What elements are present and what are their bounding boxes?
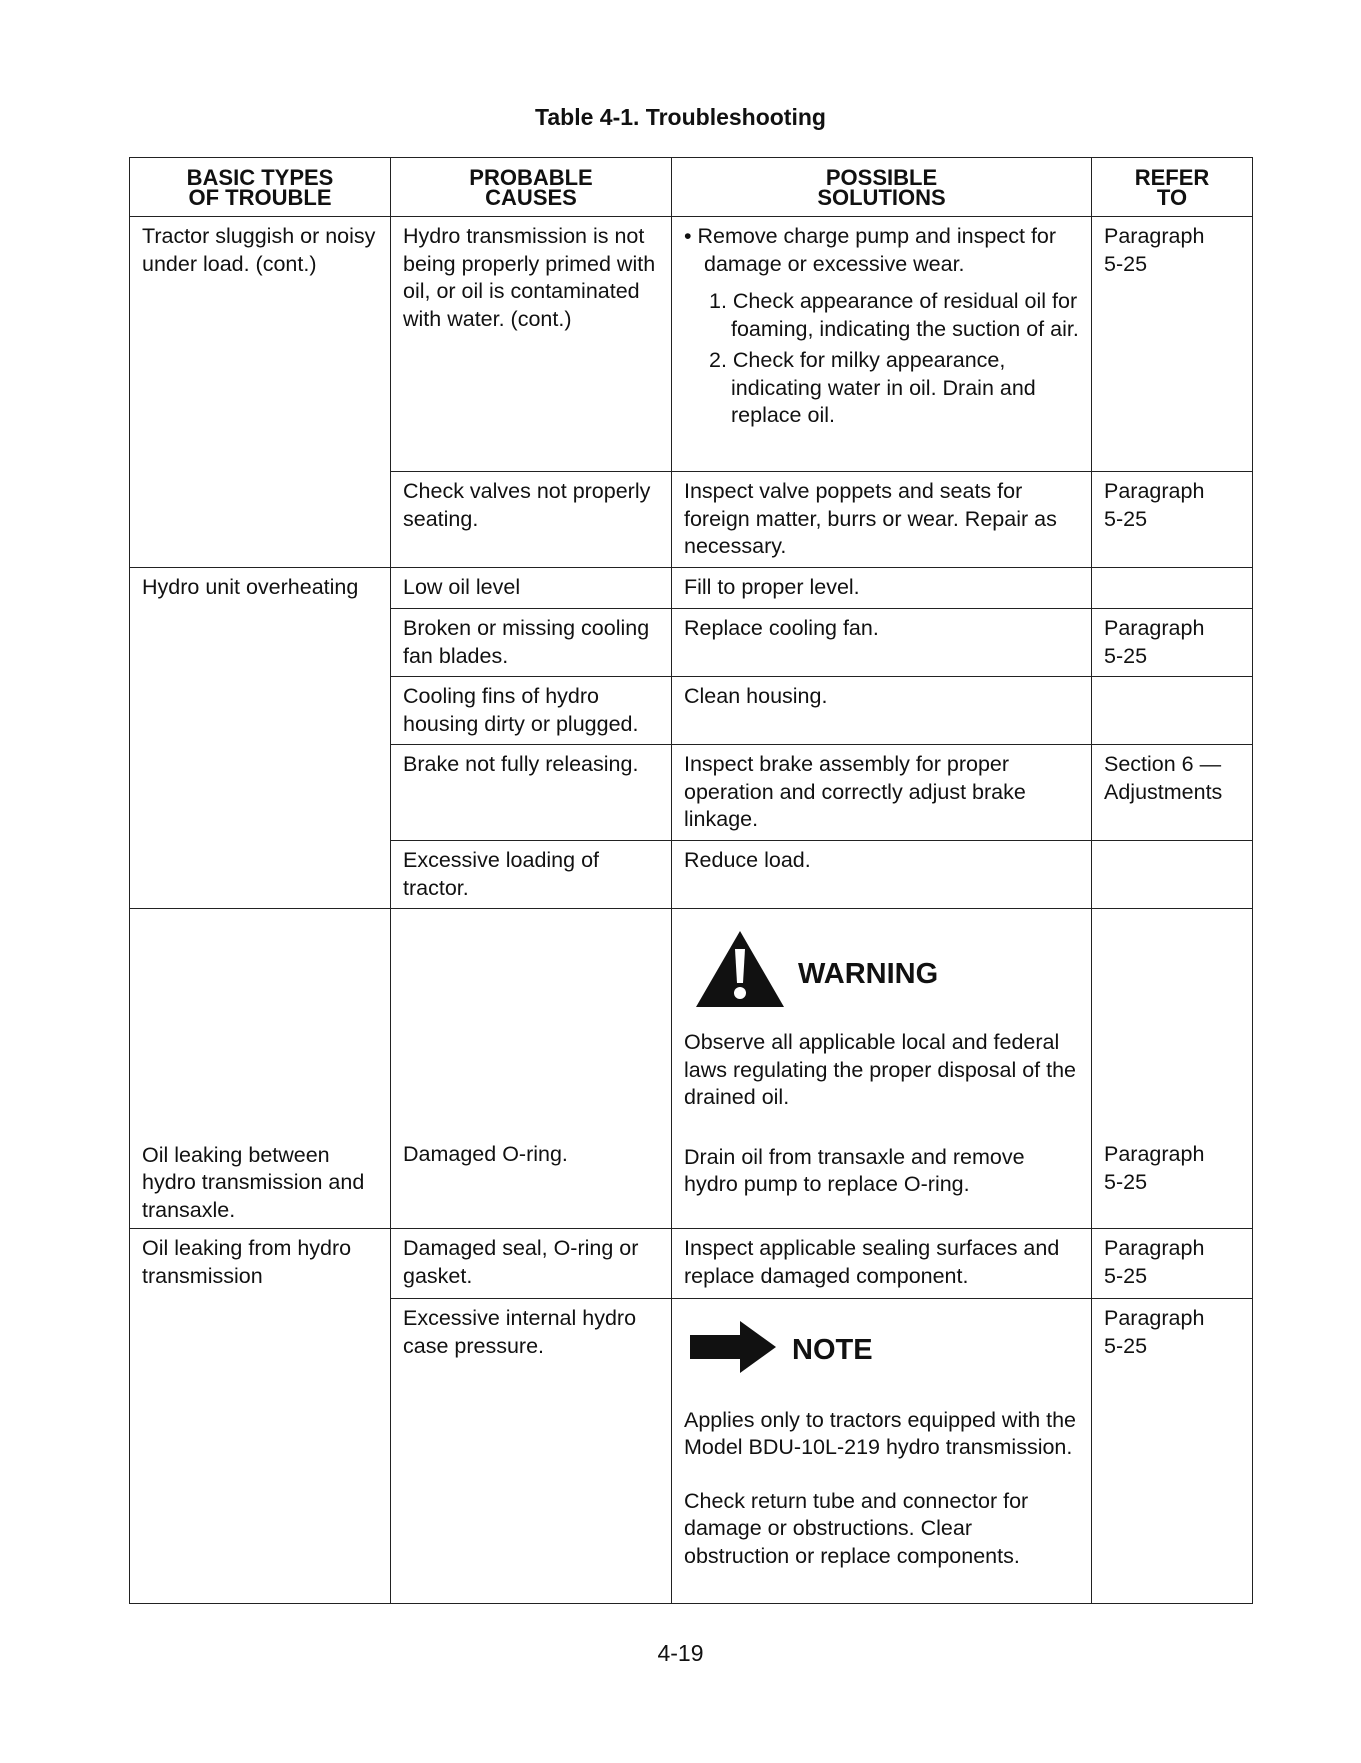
note-callout (688, 1319, 1079, 1383)
header-basic-types: BASIC TYPES OF TROUBLE (130, 158, 391, 217)
refer-cell: Section 6 — Adjustments (1092, 745, 1253, 841)
list-item: 2. Check for milky appearance, indicating water in oil. Drain and replace oil. (709, 348, 1036, 427)
refer-cell: Paragraph 5-25 (1092, 472, 1253, 568)
refer-cell: Paragraph 5-25 (1092, 217, 1253, 472)
solution-cell: Inspect brake assembly for proper operation and correctly adjust brake linkage. (672, 745, 1092, 841)
refer-cell: Paragraph 5-25 (1092, 909, 1253, 1229)
solution-text: Drain oil from transaxle and remove hydro pump to replace O-ring. (684, 1144, 1025, 1196)
cause-cell: Low oil level (391, 568, 672, 609)
trouble-cell: Oil leaking from hydro transmission (130, 1229, 391, 1604)
table-row (130, 568, 1253, 609)
solution-steps (684, 288, 1079, 430)
arrow-right-icon (688, 1319, 778, 1383)
solution-cell: Inspect applicable sealing surfaces and replace damaged component. (672, 1229, 1092, 1299)
cause-cell: Excessive loading of tractor. (391, 841, 672, 909)
warning-text: Observe all applicable local and federal laws regulating the proper disposal of the drained oil. (684, 1030, 1077, 1109)
warning-icon (692, 927, 788, 1011)
refer-cell (1092, 568, 1253, 609)
header-refer-to: REFER TO (1092, 158, 1253, 217)
refer-cell: Paragraph 5-25 (1092, 1299, 1253, 1604)
table-title: Table 4-1. Troubleshooting (535, 104, 826, 130)
solution-cell: Inspect valve poppets and seats for foreign matter, burrs or wear. Repair as necessary. (672, 472, 1092, 568)
cause-cell: Excessive internal hydro case pressure. (391, 1299, 672, 1604)
warning-callout (692, 927, 1079, 1011)
refer-cell (1092, 841, 1253, 909)
solution-cell (672, 909, 1092, 1229)
solution-cell: Reduce load. (672, 841, 1092, 909)
trouble-cell: Hydro unit overheating (130, 568, 391, 909)
table-row (130, 1229, 1253, 1299)
table-row (130, 909, 1253, 1229)
trouble-cell: Oil leaking between hydro transmission and transaxle. (130, 909, 391, 1229)
cause-cell: Check valves not properly seating. (391, 472, 672, 568)
header-probable-causes: PROBABLE CAUSES (391, 158, 672, 217)
cause-cell: Broken or missing cooling fan blades. (391, 609, 672, 677)
troubleshooting-table (129, 157, 1253, 1604)
table-header-row (130, 158, 1253, 217)
cause-cell: Cooling fins of hydro housing dirty or plugged. (391, 677, 672, 745)
cause-cell: Damaged seal, O-ring or gasket. (391, 1229, 672, 1299)
note-label: NOTE (792, 1334, 873, 1366)
warning-label: WARNING (798, 958, 939, 991)
list-item: 1. Check appearance of residual oil for foaming, indicating the suction of air. (709, 289, 1079, 341)
refer-cell (1092, 677, 1253, 745)
solution-cell (672, 1299, 1092, 1604)
note-text: Applies only to tractors equipped with the Model BDU-10L-219 hydro transmission. (684, 1407, 1077, 1459)
solution-cell: Fill to proper level. (672, 568, 1092, 609)
refer-cell: Paragraph 5-25 (1092, 1229, 1253, 1299)
trouble-cell: Tractor sluggish or noisy under load. (cont.) (130, 217, 391, 568)
solution-cell (672, 217, 1092, 472)
solution-cell: Replace cooling fan. (672, 609, 1092, 677)
solution-cell: Clean housing. (672, 677, 1092, 745)
header-possible-solutions: POSSIBLE SOLUTIONS (672, 158, 1092, 217)
cause-cell: Damaged O-ring. (391, 909, 672, 1229)
refer-cell: Paragraph 5-25 (1092, 609, 1253, 677)
solution-bullet: • Remove charge pump and inspect for damage or excessive wear. (684, 224, 1057, 276)
cause-cell: Hydro transmission is not being properly primed with oil, or oil is contaminated with water. (cont.) (391, 217, 672, 472)
solution-text: Check return tube and connector for damage or obstructions. Clear obstruction or replace components. (684, 1488, 1029, 1568)
cause-cell: Brake not fully releasing. (391, 745, 672, 841)
page-number: 4-19 (657, 1640, 704, 1666)
table-row (130, 217, 1253, 472)
